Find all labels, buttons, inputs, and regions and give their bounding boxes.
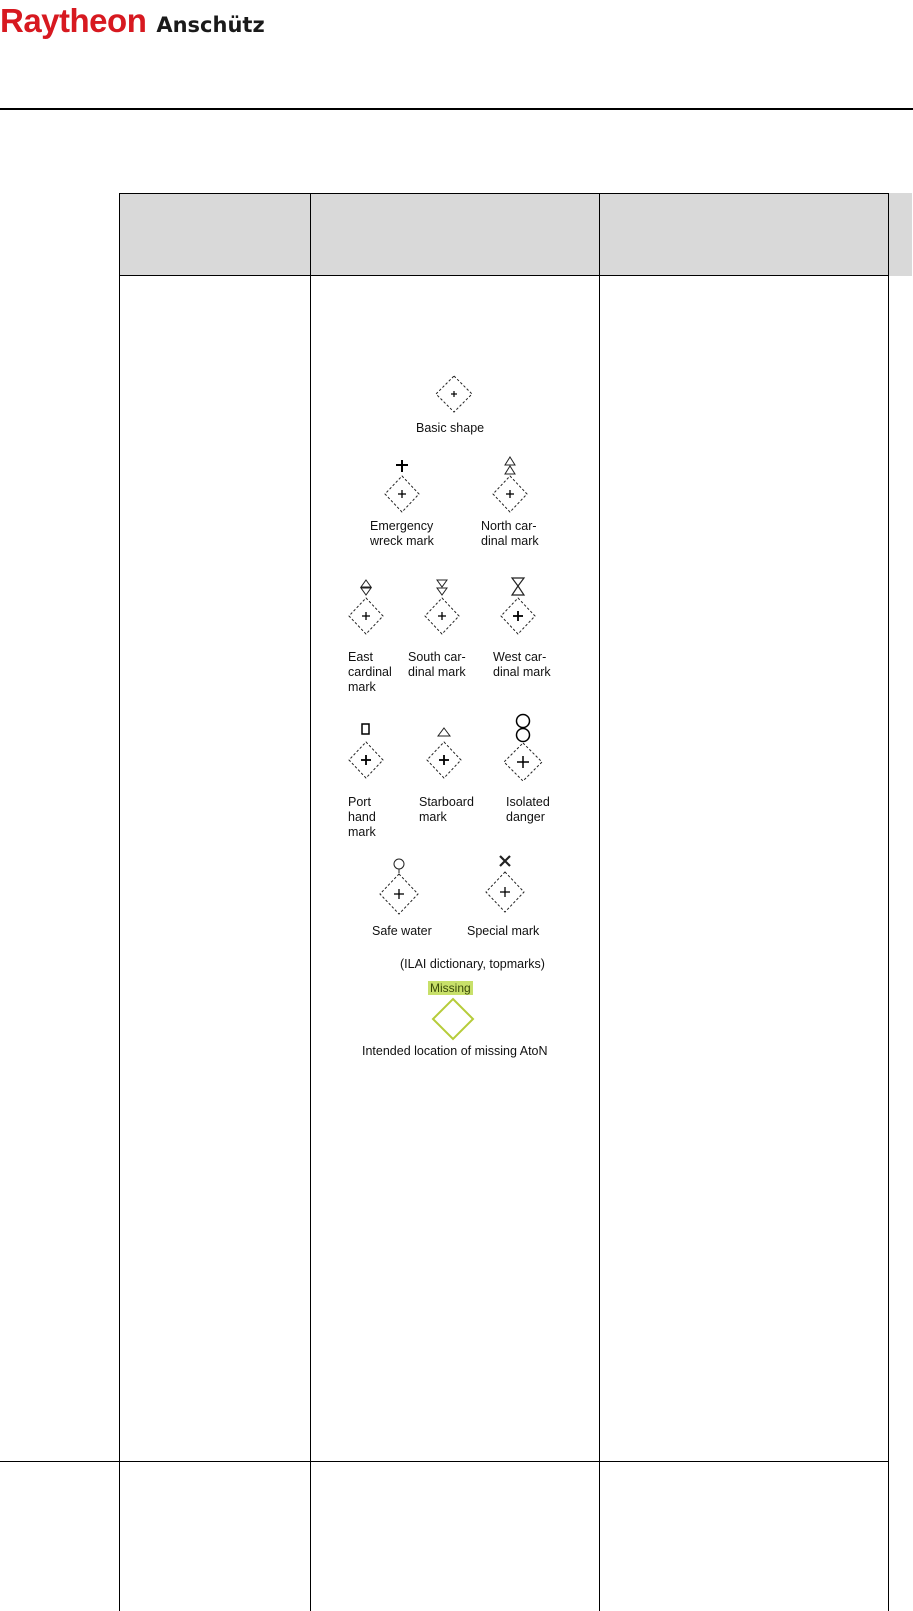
basic-shape-label: Basic shape xyxy=(416,421,485,435)
table-col-line-3 xyxy=(599,193,600,1611)
safe-water-mark-label: Safe water xyxy=(372,924,432,938)
east-cardinal-mark-icon xyxy=(346,578,386,636)
missing-tag: Missing xyxy=(430,981,471,995)
company-logo xyxy=(0,2,265,42)
south-cardinal-mark-icon xyxy=(422,578,462,636)
table-col-line-2 xyxy=(310,193,311,1611)
isolated-danger-label: Isolated danger xyxy=(506,795,550,824)
east-cardinal-mark-label: East cardinal mark xyxy=(348,650,392,694)
starboard-mark-label: Starboard mark xyxy=(419,795,474,824)
header-divider xyxy=(0,108,913,110)
missing-aton-caption: Intended location of missing AtoN xyxy=(362,1044,548,1058)
safe-water-mark-icon xyxy=(376,856,422,920)
missing-aton-icon xyxy=(430,996,476,1042)
port-hand-mark-icon xyxy=(346,722,386,782)
dictionary-note: (ILAI dictionary, topmarks) xyxy=(400,957,545,971)
west-cardinal-mark-icon xyxy=(498,576,538,638)
table-border-top xyxy=(119,193,889,194)
table-col-line-1 xyxy=(119,193,120,1611)
isolated-danger-icon xyxy=(500,712,546,786)
table-header-bottom xyxy=(119,275,889,276)
table-col-line-4 xyxy=(888,193,889,1611)
west-cardinal-mark-label: West car- dinal mark xyxy=(493,650,551,679)
special-mark-label: Special mark xyxy=(467,924,540,938)
emergency-wreck-mark-icon xyxy=(382,458,422,516)
logo-brand: Raytheon xyxy=(0,2,147,39)
south-cardinal-mark-label: South car- dinal mark xyxy=(408,650,466,679)
aton-symbol-legend xyxy=(344,366,564,1106)
table-row-divider xyxy=(0,1461,889,1462)
port-hand-mark-label: Port hand mark xyxy=(348,795,376,839)
emergency-wreck-mark-label: Emergency wreck mark xyxy=(370,519,434,548)
starboard-mark-icon xyxy=(424,722,464,782)
logo-brand-sub: Anschütz xyxy=(156,13,265,37)
basic-shape-icon xyxy=(434,374,474,414)
north-cardinal-mark-icon xyxy=(490,456,530,516)
table-header-row xyxy=(119,193,912,276)
north-cardinal-mark-label: North car- dinal mark xyxy=(481,519,539,548)
special-mark-icon xyxy=(482,852,528,920)
